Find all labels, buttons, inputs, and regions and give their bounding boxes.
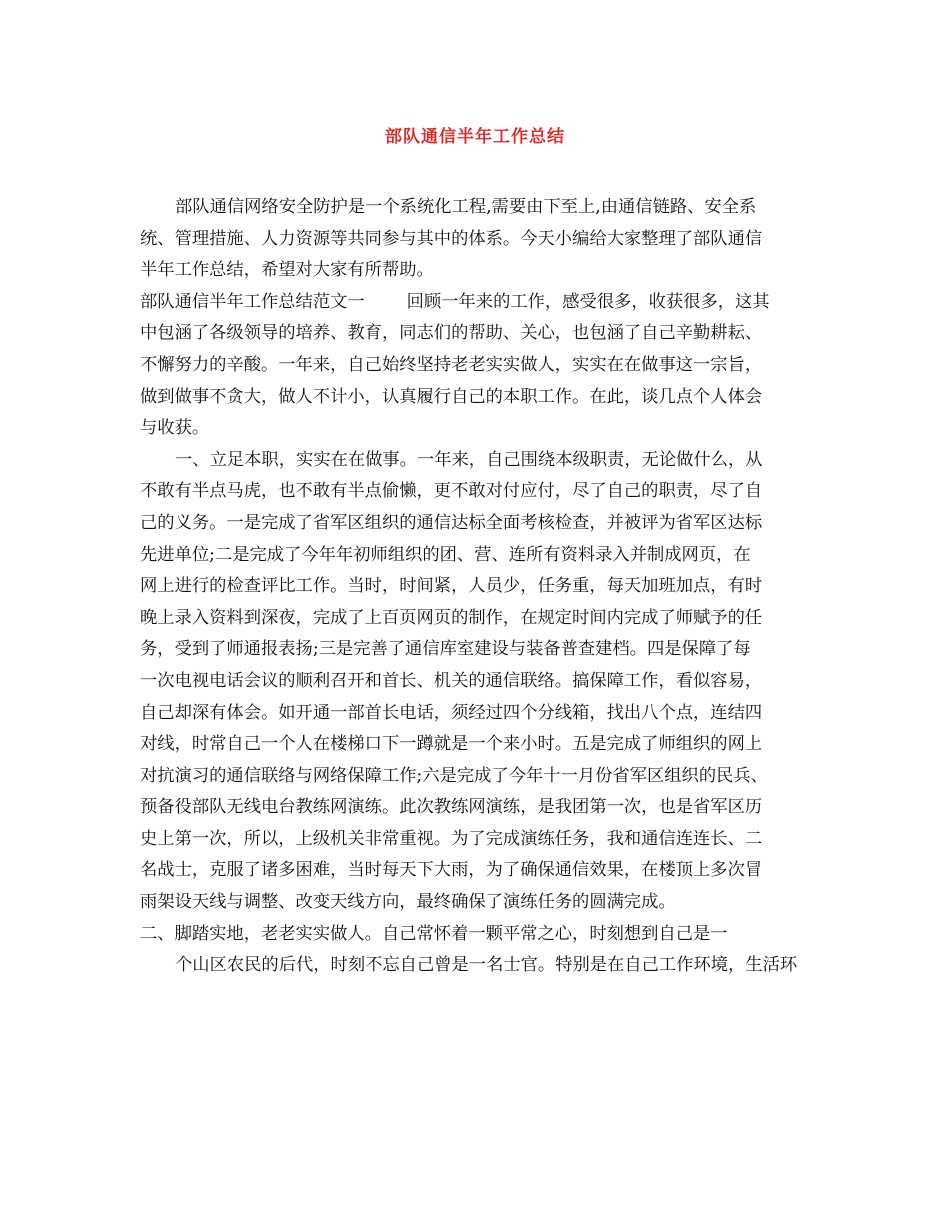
text-line: 己的义务。一是完成了省军区组织的通信达标全面考核检查，并被评为省军区达标 [140,512,763,533]
section-heading: 部队通信半年工作总结范文一 [140,291,365,312]
text-line: 不敢有半点马虎，也不敢有半点偷懒，更不敢对付应付，尽了自己的职责，尽了自 [140,481,763,502]
text-line: 中包涵了各级领导的培养、教育，同志们的帮助、关心，也包涵了自己辛勤耕耘、 [140,323,763,344]
text-line: 名战士，克服了诸多困难，当时每天下大雨，为了确保通信效果，在楼顶上多次冒 [140,860,763,881]
text-line: 与收获。 [140,418,210,439]
text-line: 雨架设天线与调整、改变天线方向，最终确保了演练任务的圆满完成。 [140,892,676,913]
text-line: 对线，时常自己一个人在楼梯口下一蹲就是一个来小时。五是完成了师组织的网上 [140,734,763,755]
text-line [140,982,812,1014]
text-line: 不懈努力的辛酸。一年来，自己始终坚持老老实实做人，实实在在做事这一宗旨， [140,354,763,375]
text-line [140,287,812,319]
text-line: 对抗演习的通信联络与网络保障工作;六是完成了今年十一月份省军区组织的民兵、 [140,765,768,786]
text-line: 个山区农民的后代，时刻不忘自己曾是一名士官。特别是在自己工作环境，生活环 [175,955,798,976]
text-line: 晚上录入资料到深夜，完成了上百页网页的制作，在规定时间内完成了师赋予的任 [140,607,763,628]
text-line: 一、立足本职，实实在在做事。一年来，自己围绕本级职责，无论做什么，从 [175,449,763,470]
text-line: 半年工作总结，希望对大家有所帮助。 [140,260,434,281]
text-span: 回顾一年来的工作，感受很多，收获很多，这其 [406,291,770,312]
text-line: 二、脚踏实地，老老实实做人。自己常怀着一颗平常之心，时刻想到自己是一 [140,923,728,944]
text-line: 统、管理措施、人力资源等共同参与其中的体系。今天小编给大家整理了部队通信 [140,228,763,249]
text-line: 部队通信网络安全防护是一个系统化工程,需要由下至上,由通信链路、安全系 [175,197,757,217]
text-line: 务，受到了师通报表扬;三是完善了通信库室建设与装备普查建档。四是保障了每 [140,639,751,660]
document-title: 部队通信半年工作总结 [385,127,565,147]
text-line: 网上进行的检查评比工作。当时，时间紧，人员少，任务重，每天加班加点，有时 [140,576,763,597]
text-line: 预备役部队无线电台教练网演练。此次教练网演练，是我团第一次，也是省军区历 [140,797,763,818]
text-line: 一次电视电话会议的顺利召开和首长、机关的通信联络。搞保障工作，看似容易， [140,670,763,691]
text-line: 自己却深有体会。如开通一部首长电话，须经过四个分线箱，找出八个点，连结四 [140,702,763,723]
document-body [140,192,812,1013]
text-line: 史上第一次，所以，上级机关非常重视。为了完成演练任务，我和通信连连长、二 [140,828,763,849]
text-line: 先进单位;二是完成了今年年初师组织的团、营、连所有资料录入并制成网页，在 [140,544,751,565]
text-line: 做到做事不贪大，做人不计小，认真履行自己的本职工作。在此，谈几点个人体会 [140,386,763,407]
